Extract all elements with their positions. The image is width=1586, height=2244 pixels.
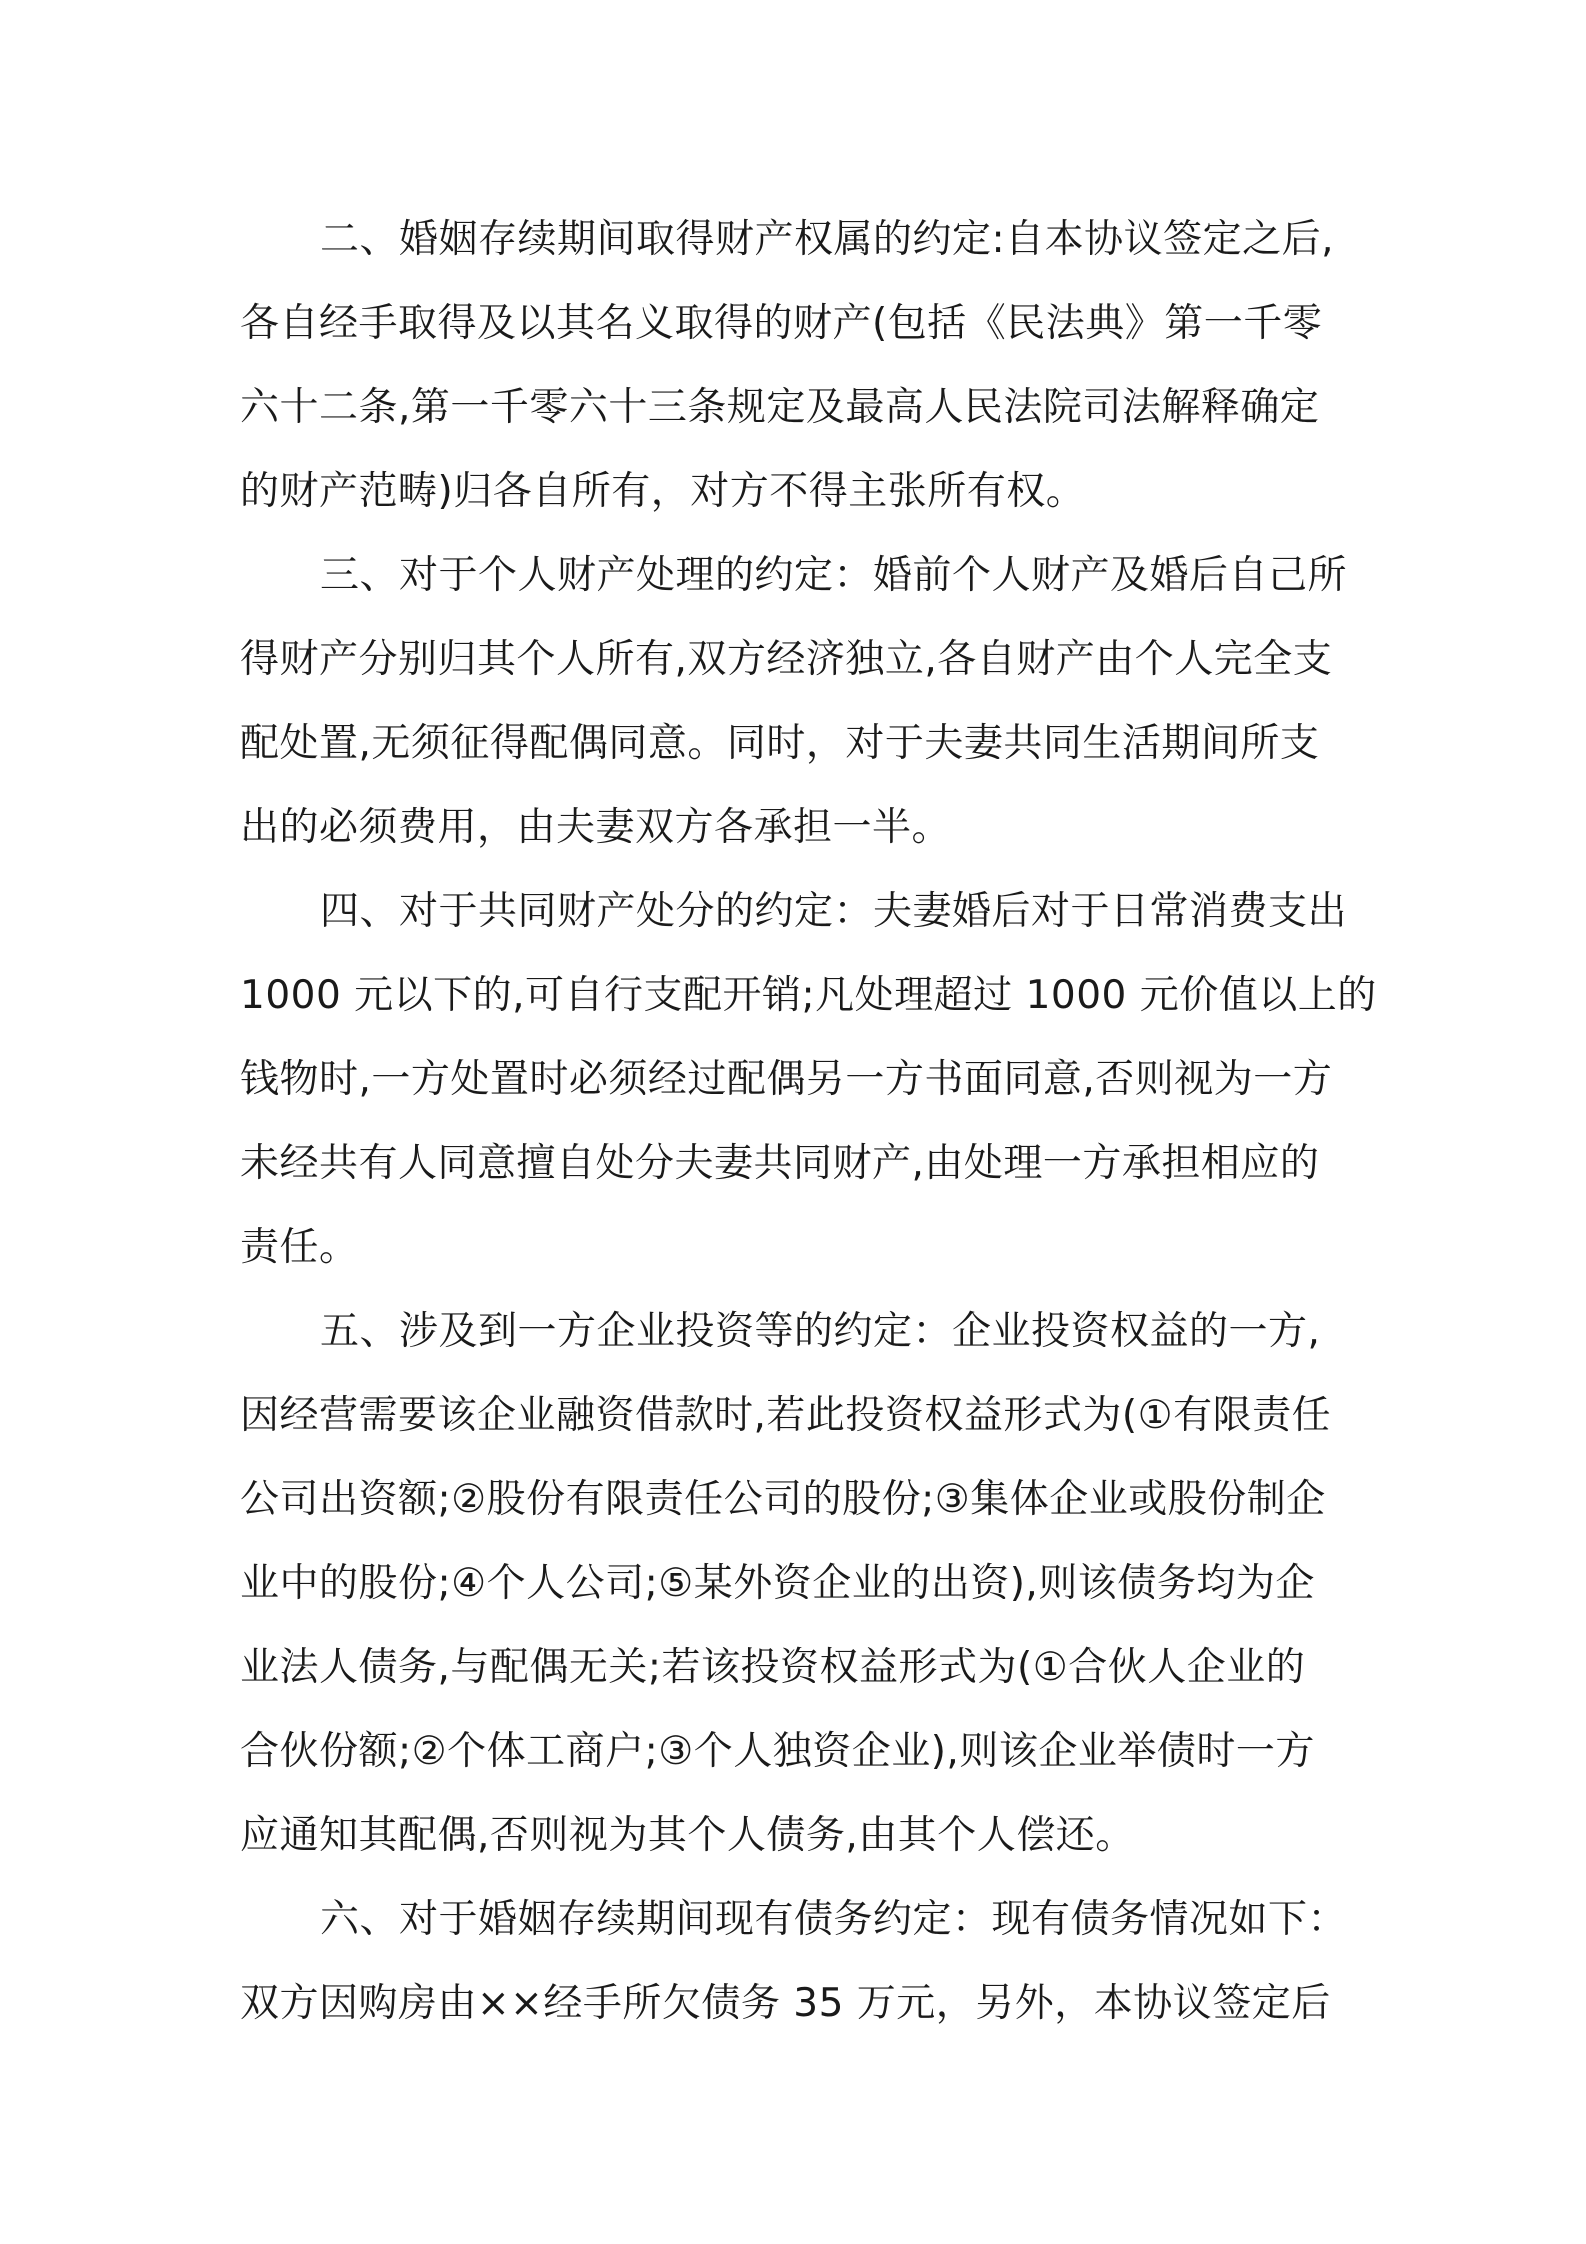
text-line: 出的必须费用，由夫妻双方各承担一半。	[240, 805, 952, 850]
text-line: 合伙份额;②个体工商户;③个人独资企业),则该企业举债时一方	[240, 1729, 1315, 1774]
text-line: 钱物时,一方处置时必须经过配偶另一方书面同意,否则视为一方	[240, 1057, 1333, 1102]
text-line: 得财产分别归其个人所有,双方经济独立,各自财产由个人完全支	[240, 637, 1333, 682]
text-line: 业中的股份;④个人公司;⑤某外资企业的出资),则该债务均为企	[240, 1561, 1315, 1606]
text-line: 四、对于共同财产处分的约定：夫妻婚后对于日常消费支出	[320, 889, 1348, 934]
text-line: 配处置,无须征得配偶同意。同时，对于夫妻共同生活期间所支	[240, 721, 1320, 766]
paragraph-clause-4	[240, 870, 1377, 1290]
text-line: 六、对于婚姻存续期间现有债务约定：现有债务情况如下：	[320, 1897, 1348, 1942]
text-line: 应通知其配偶,否则视为其个人债务,由其个人偿还。	[240, 1813, 1135, 1858]
text-line: 因经营需要该企业融资借款时,若此投资权益形式为(①有限责任	[240, 1393, 1332, 1438]
text-line: 六十二条,第一千零六十三条规定及最高人民法院司法解释确定	[240, 385, 1320, 430]
text-line: 各自经手取得及以其名义取得的财产(包括《民法典》第一千零	[240, 301, 1323, 346]
paragraph-clause-2	[240, 198, 1354, 534]
text-line: 双方因购房由××经手所欠债务 35 万元，另外，本协议签定后	[240, 1981, 1331, 2026]
paragraph-clause-6	[240, 1878, 1354, 2046]
text-line: 二、婚姻存续期间取得财产权属的约定:自本协议签定之后,	[320, 217, 1335, 262]
paragraph-clause-3	[240, 534, 1354, 870]
paragraph-clause-5	[240, 1290, 1354, 1878]
text-line: 未经共有人同意擅自处分夫妻共同财产,由处理一方承担相应的	[240, 1141, 1320, 1186]
text-line: 三、对于个人财产处理的约定：婚前个人财产及婚后自己所	[320, 553, 1348, 598]
text-line: 的财产范畴)归各自所有，对方不得主张所有权。	[240, 469, 1086, 514]
text-line: 责任。	[240, 1225, 359, 1270]
document-body	[240, 198, 1377, 2046]
text-line: 五、涉及到一方企业投资等的约定：企业投资权益的一方,	[320, 1309, 1321, 1354]
text-line: 1000 元以下的,可自行支配开销;凡处理超过 1000 元价值以上的	[240, 973, 1377, 1018]
text-line: 公司出资额;②股份有限责任公司的股份;③集体企业或股份制企	[240, 1477, 1326, 1522]
text-line: 业法人债务,与配偶无关;若该投资权益形式为(①合伙人企业的	[240, 1645, 1306, 1690]
